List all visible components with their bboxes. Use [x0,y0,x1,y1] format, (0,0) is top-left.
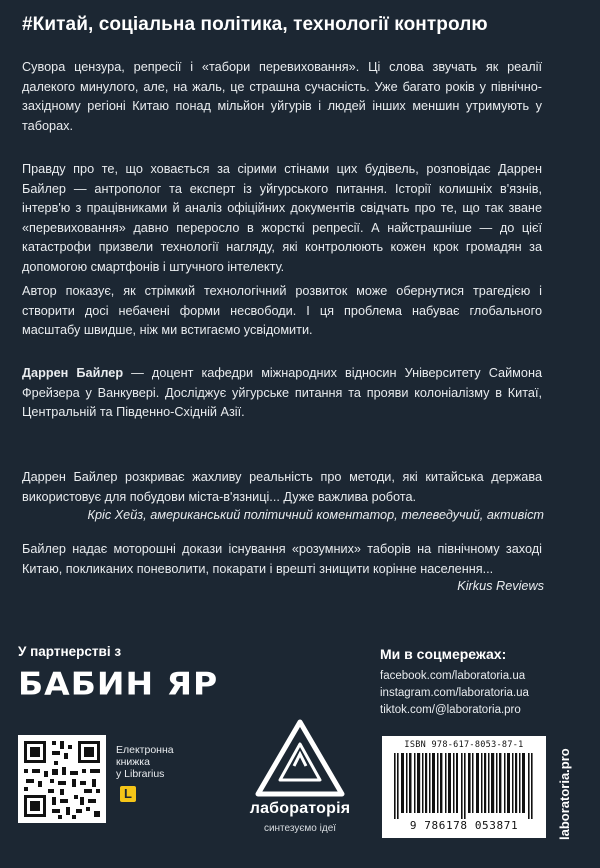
publisher-name: лабораторія [249,800,351,817]
description-paragraph-1: Сувора цензура, репресії і «табори перевиховання». Ці слова звучать як реалії далекого минулого, але, на жаль, це страшна сучасність. Уже багато років у північно-західному регіоні Китаю понад мільйон уйгурів і людей інших меншин утримують у таборах. [22,60,542,133]
review-quote-2: Байлер надає моторошні докази існування «розумних» таборів на північному заході Китаю, покликаних поневолити, покарати і врешті знищити корінне населення... [22,542,542,576]
review-attribution-2: Kirkus Reviews [457,579,544,593]
qr-code[interactable] [18,735,106,823]
isbn-barcode [382,736,546,838]
author-bio-text: — доцент кафедри міжнародних відносин Університету Саймона Фрейзера у Ванкувері. Досліджує уйгурське питання та прояви колоніалізму в Китаї, Центральній та Південно-Східній Азії. [22,366,543,420]
description-paragraph-2: Правду про те, що ховається за сірими стінами цих будівель, розповідає Даррен Байлер — антрополог та експерт із уйгурського питання. Історії колишніх в'язнів, інтерв'ю з працівниками й аналіз офіційних документів свідчать про те, що так зване «перевиховання» давно переросло в жорсткі репресії. А найстрашніше — до цієї катастрофи призвели технології нагляду, які контролюють кожен крок громадян за допомогою смартфонів і штучного інтелекту. [22,162,542,274]
social-link-facebook[interactable]: facebook.com/laboratoria.ua [380,670,526,682]
social-links [380,668,529,719]
isbn-digits: 9 786178 053871 [409,819,519,832]
librarius-icon: L [120,786,136,802]
publisher-site[interactable]: laboratoria.pro [557,748,572,840]
ebook-caption-line-3: у Librarius [116,768,165,780]
babyn-yar-logo: БАБИН ЯР [18,664,219,703]
author-name: Даррен Байлер [22,366,124,380]
review-quote-1: Даррен Байлер розкриває жахливу реальність про методи, які китайська держава використовує для побудови міста-в'язниці... Дуже важлива робота. [22,470,542,504]
ebook-caption [116,744,174,780]
description-paragraph-3: Автор показує, як стрімкий технологічний розвиток може обернутися трагедією і створити досі небачені форми несвободи. І ця проблема набуває глобального масштабу швидше, ніж ми встигаємо усвідомити. [22,284,542,338]
review-attribution-1: Кріс Хейз, американський політичний коментатор, телеведучий, активіст [87,508,544,522]
ebook-caption-line-1: Електронна [116,744,174,756]
laboratoria-logo-icon [252,718,348,798]
cover-title: #Китай, соціальна політика, технології контролю [22,14,488,35]
isbn-label: ISBN 978-617-8053-87-1 [404,740,524,750]
ebook-caption-line-2: книжка [116,756,150,768]
barcode-bars-icon [390,753,538,819]
social-link-tiktok[interactable]: tiktok.com/@laboratoria.pro [380,704,521,716]
social-link-instagram[interactable]: instagram.com/laboratoria.ua [380,687,529,699]
partner-label: У партнерстві з [18,644,122,659]
author-bio [22,364,542,423]
publisher-tagline: синтезуємо ідеї [263,823,337,834]
social-label: Ми в соцмережах: [380,646,507,662]
